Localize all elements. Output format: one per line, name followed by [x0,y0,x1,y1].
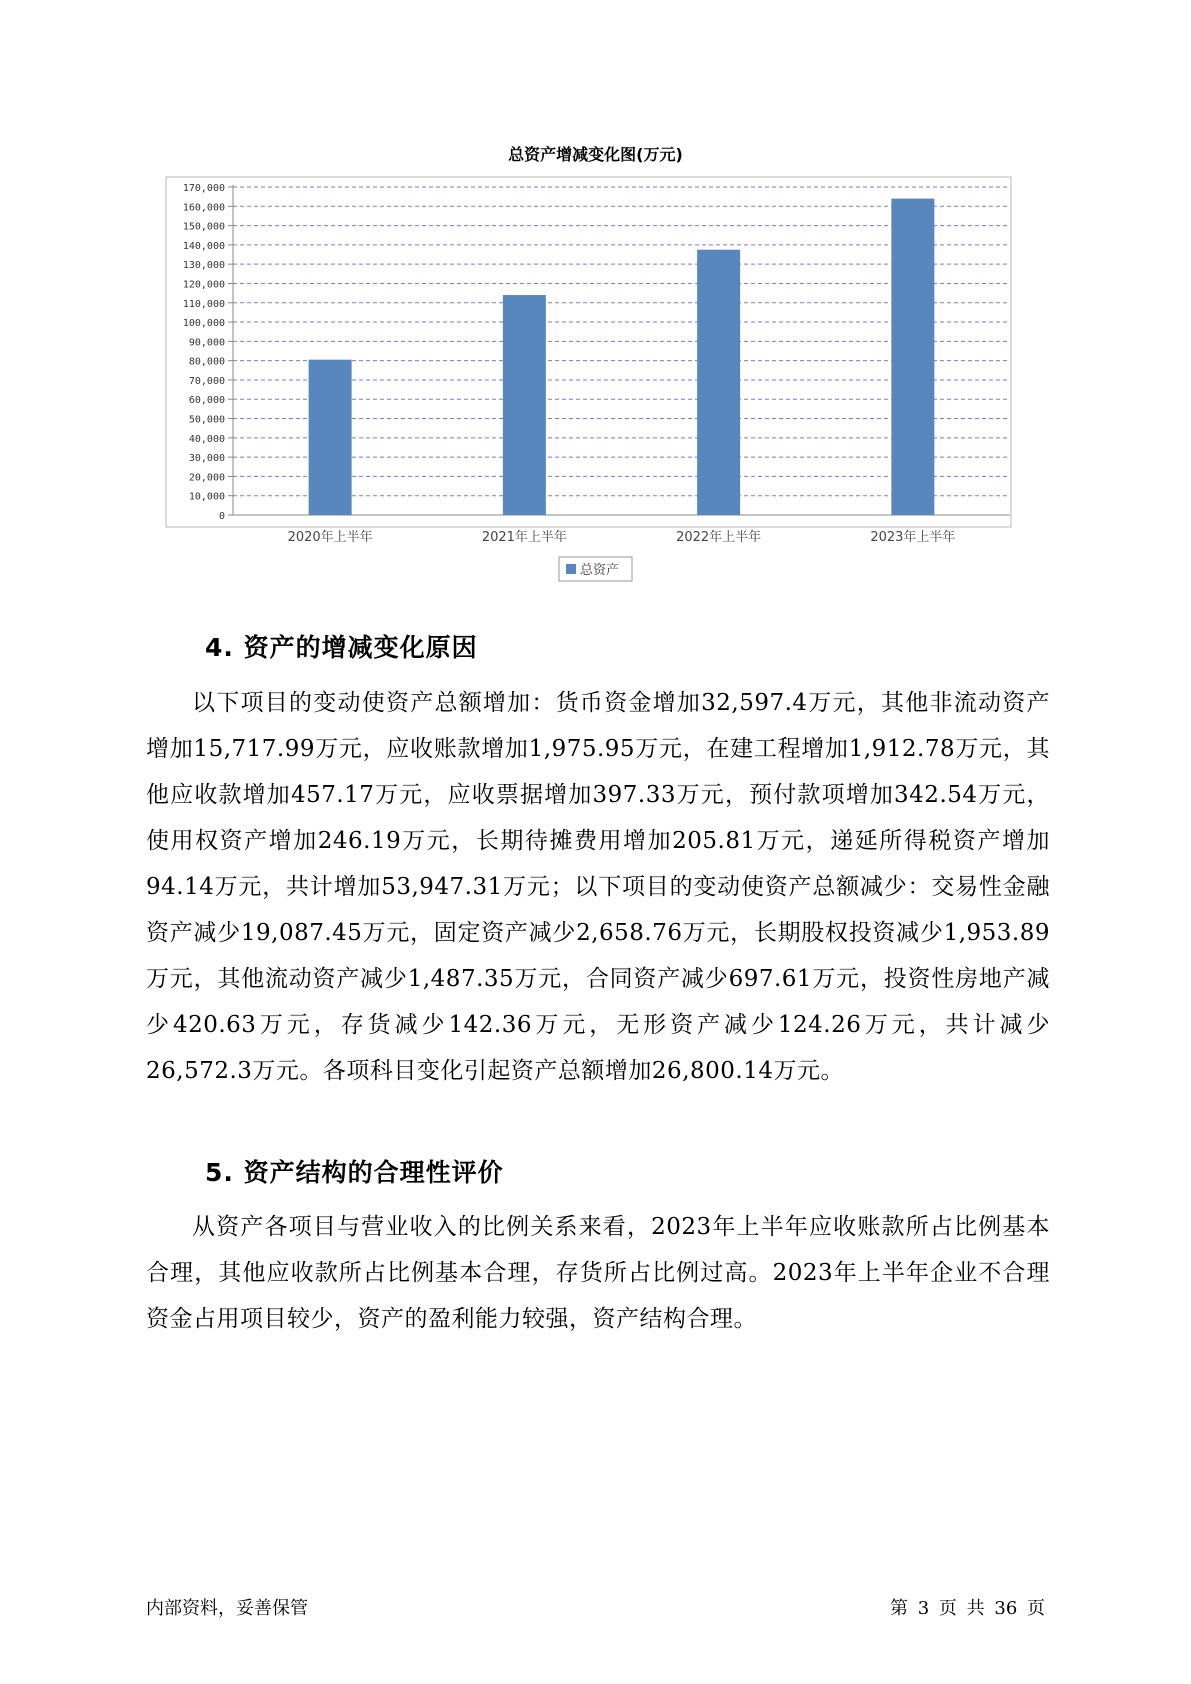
bar [697,250,740,515]
chart-frame [166,177,1011,527]
x-tick-label: 2021年上半年 [481,530,567,545]
y-tick-label: 100,000 [182,318,225,330]
x-tick-label: 2022年上半年 [676,530,762,545]
y-tick-label: 0 [218,511,225,522]
bar [503,295,546,515]
y-tick-label: 120,000 [182,279,225,291]
y-tick-label: 30,000 [188,453,225,465]
y-tick-label: 10,000 [188,491,225,503]
y-tick-label: 70,000 [188,375,225,387]
y-tick-label: 20,000 [188,472,225,484]
y-tick-label: 150,000 [182,221,225,233]
section-4-paragraph: 以下项目的变动使资产总额增加：货币资金增加32,597.4万元，其他非流动资产增加15,717.99万元，应收账款增加1,975.95万元，在建工程增加1,912.78万元，其他应收款增加457.17万元，应收票据增加397.33万元，预付款项增加342.54万元，使用权资产增加246.19万元，长期待摊费用增加205.81万元，递延所得税资产增加94.14万元，共计增加53,947.31万元；以下项目的变动使资产总额减少：交易性金融资产减少19,087.45万元，固定资产减少2,658.76万元，长期股权投资减少1,953.89万元，其他流动资产减少1,487.35万元，合同资产减少697.61万元，投资性房地产减少420.63万元，存货减少142.36万元，无形资产减少124.26万元，共计减少26,572.3万元。各项科目变化引起资产总额增加26,800.14万元。 [146,690,1050,1084]
y-tick-label: 90,000 [188,337,225,349]
section-5-paragraph: 从资产各项目与营业收入的比例关系来看，2023年上半年应收账款所占比例基本合理，其他应收款所占比例基本合理，存货所占比例过高。2023年上半年企业不合理资金占用项目较少，资产的盈利能力较强，资产结构合理。 [146,1214,1050,1332]
y-tick-label: 80,000 [188,356,225,368]
bar [309,360,352,515]
footer-confidential-note: 内部资料，妥善保管 [146,1598,308,1619]
chart-title: 总资产增减变化图(万元) [508,145,683,164]
y-tick-label: 60,000 [188,395,225,407]
bar [891,199,934,515]
footer-page-number: 第 3 页 共 36 页 [890,1598,1045,1619]
y-tick-label: 130,000 [182,260,225,272]
y-tick-label: 50,000 [188,414,225,426]
total-assets-bar-chart [0,0,1191,600]
y-tick-label: 170,000 [182,183,225,194]
legend-swatch [566,564,576,574]
y-tick-label: 160,000 [182,202,225,214]
y-tick-label: 140,000 [182,240,225,252]
x-tick-label: 2023年上半年 [870,530,956,545]
y-tick-label: 40,000 [188,433,225,445]
y-tick-label: 110,000 [182,298,225,310]
section-4-heading: 4. 资产的增减变化原因 [205,633,478,662]
legend-label: 总资产 [580,563,620,578]
section-5-heading: 5. 资产结构的合理性评价 [205,1158,504,1187]
x-tick-label: 2020年上半年 [287,530,373,545]
